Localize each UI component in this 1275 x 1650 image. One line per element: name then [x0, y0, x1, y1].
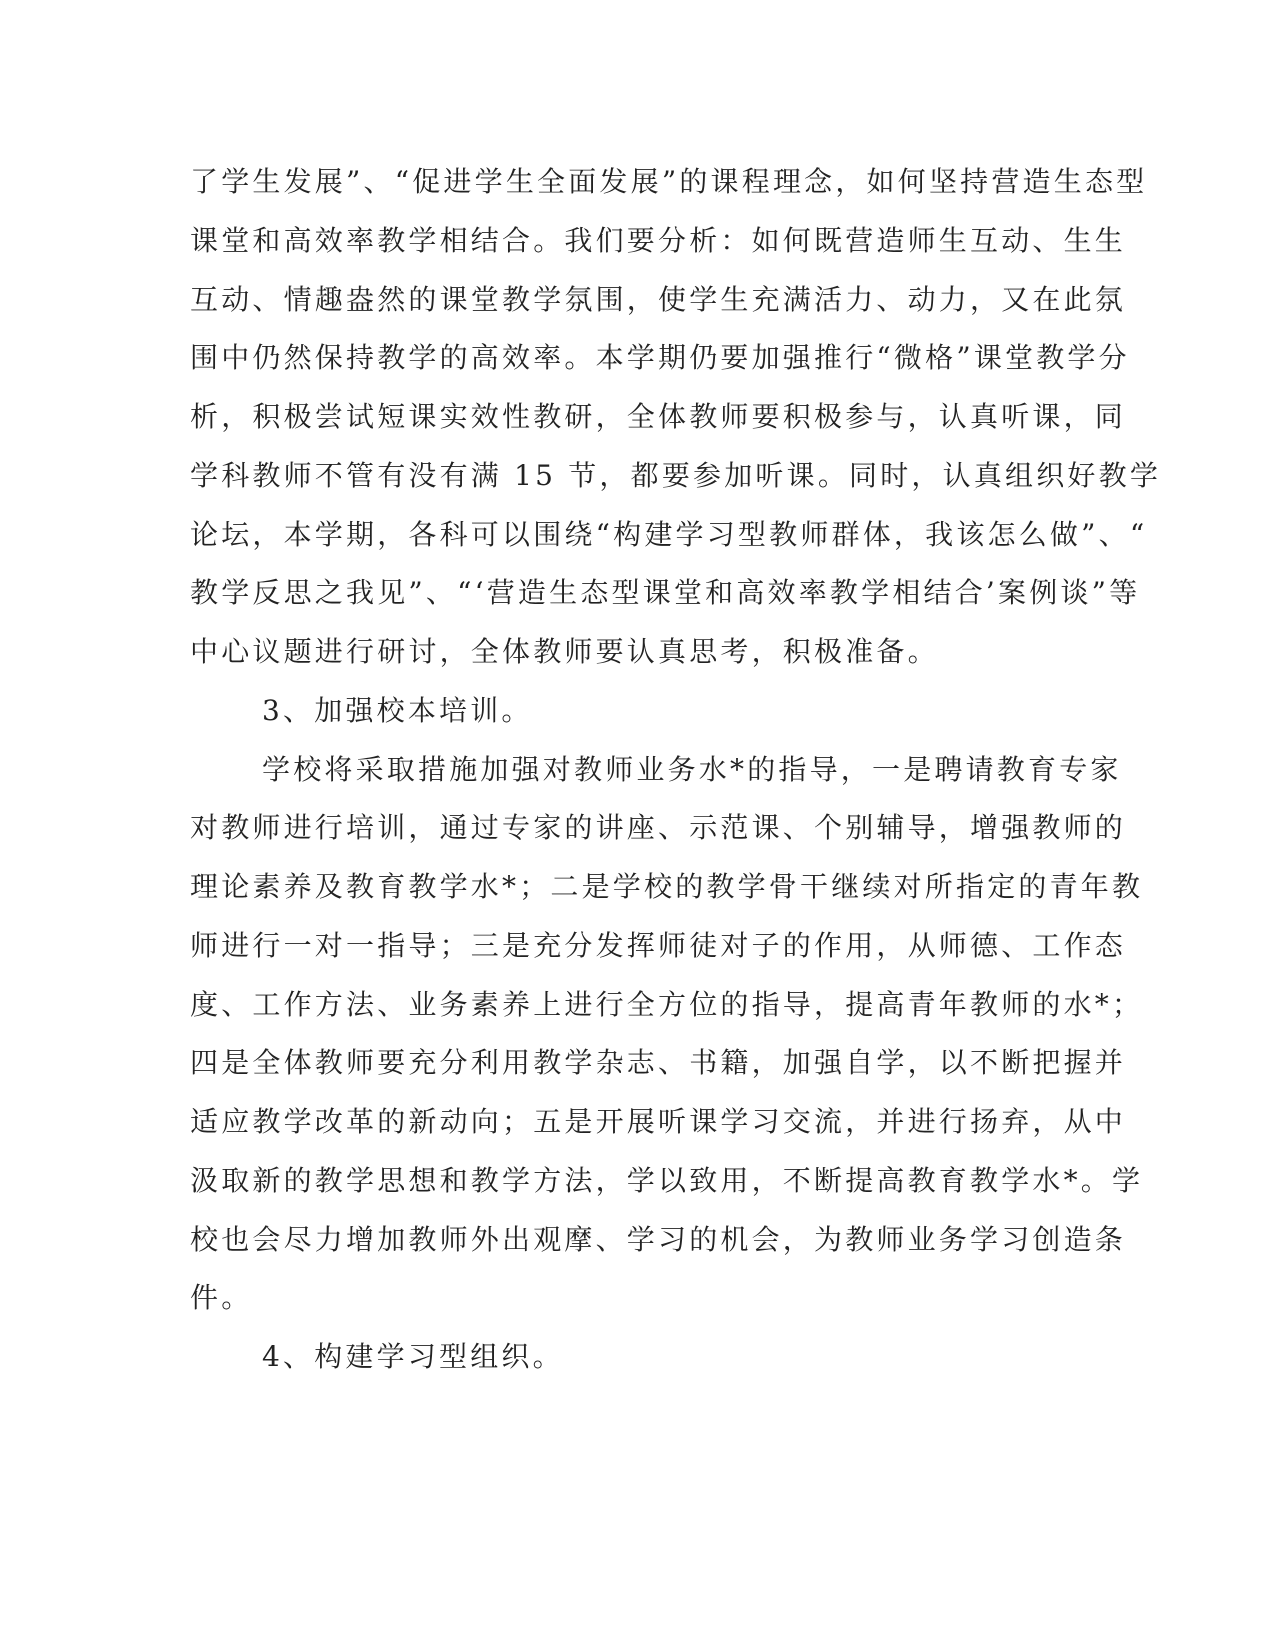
text-line: 学科教师不管有没有满 15 节，都要参加听课。同时，认真组织好教学: [190, 459, 1162, 492]
text-line: 校也会尽力增加教师外出观摩、学习的机会，为教师业务学习创造条: [190, 1223, 1127, 1256]
text-line: 件。: [190, 1281, 253, 1314]
section-heading: 4、构建学习型组织。: [262, 1340, 564, 1373]
text-line: 了学生发展”、“促进学生全面发展”的课程理念，如何坚持营造生态型: [190, 165, 1148, 198]
text-line: 学校将采取措施加强对教师业务水*的指导，一是聘请教育专家: [262, 753, 1122, 786]
text-line: 中心议题进行研讨，全体教师要认真思考，积极准备。: [190, 635, 939, 668]
text-line: 四是全体教师要充分利用教学杂志、书籍，加强自学，以不断把握并: [190, 1046, 1127, 1079]
text-line: 论坛，本学期，各科可以围绕“构建学习型教师群体，我该怎么做”、“: [190, 518, 1148, 551]
text-line: 对教师进行培训，通过专家的讲座、示范课、个别辅导，增强教师的: [190, 811, 1127, 844]
text-line: 课堂和高效率教学相结合。我们要分析：如何既营造师生互动、生生: [190, 224, 1127, 257]
text-line: 度、工作方法、业务素养上进行全方位的指导，提高青年教师的水*；: [190, 988, 1144, 1021]
text-line: 师进行一对一指导；三是充分发挥师徒对子的作用，从师德、工作态: [190, 929, 1127, 962]
text-line: 析，积极尝试短课实效性教研，全体教师要积极参与，认真听课，同: [190, 400, 1127, 433]
text-line: 适应教学改革的新动向；五是开展听课学习交流，并进行扬弃，从中: [190, 1105, 1127, 1138]
text-line: 理论素养及教育教学水*；二是学校的教学骨干继续对所指定的青年教: [190, 870, 1144, 903]
text-line: 教学反思之我见”、“‘营造生态型课堂和高效率教学相结合’案例谈”等: [190, 576, 1141, 609]
text-line: 围中仍然保持教学的高效率。本学期仍要加强推行“微格”课堂教学分: [190, 341, 1130, 374]
text-line: 互动、情趣盎然的课堂教学氛围，使学生充满活力、动力，又在此氛: [190, 283, 1127, 316]
text-line: 汲取新的教学思想和教学方法，学以致用，不断提高教育教学水*。学: [190, 1164, 1144, 1197]
section-heading: 3、加强校本培训。: [262, 694, 533, 727]
